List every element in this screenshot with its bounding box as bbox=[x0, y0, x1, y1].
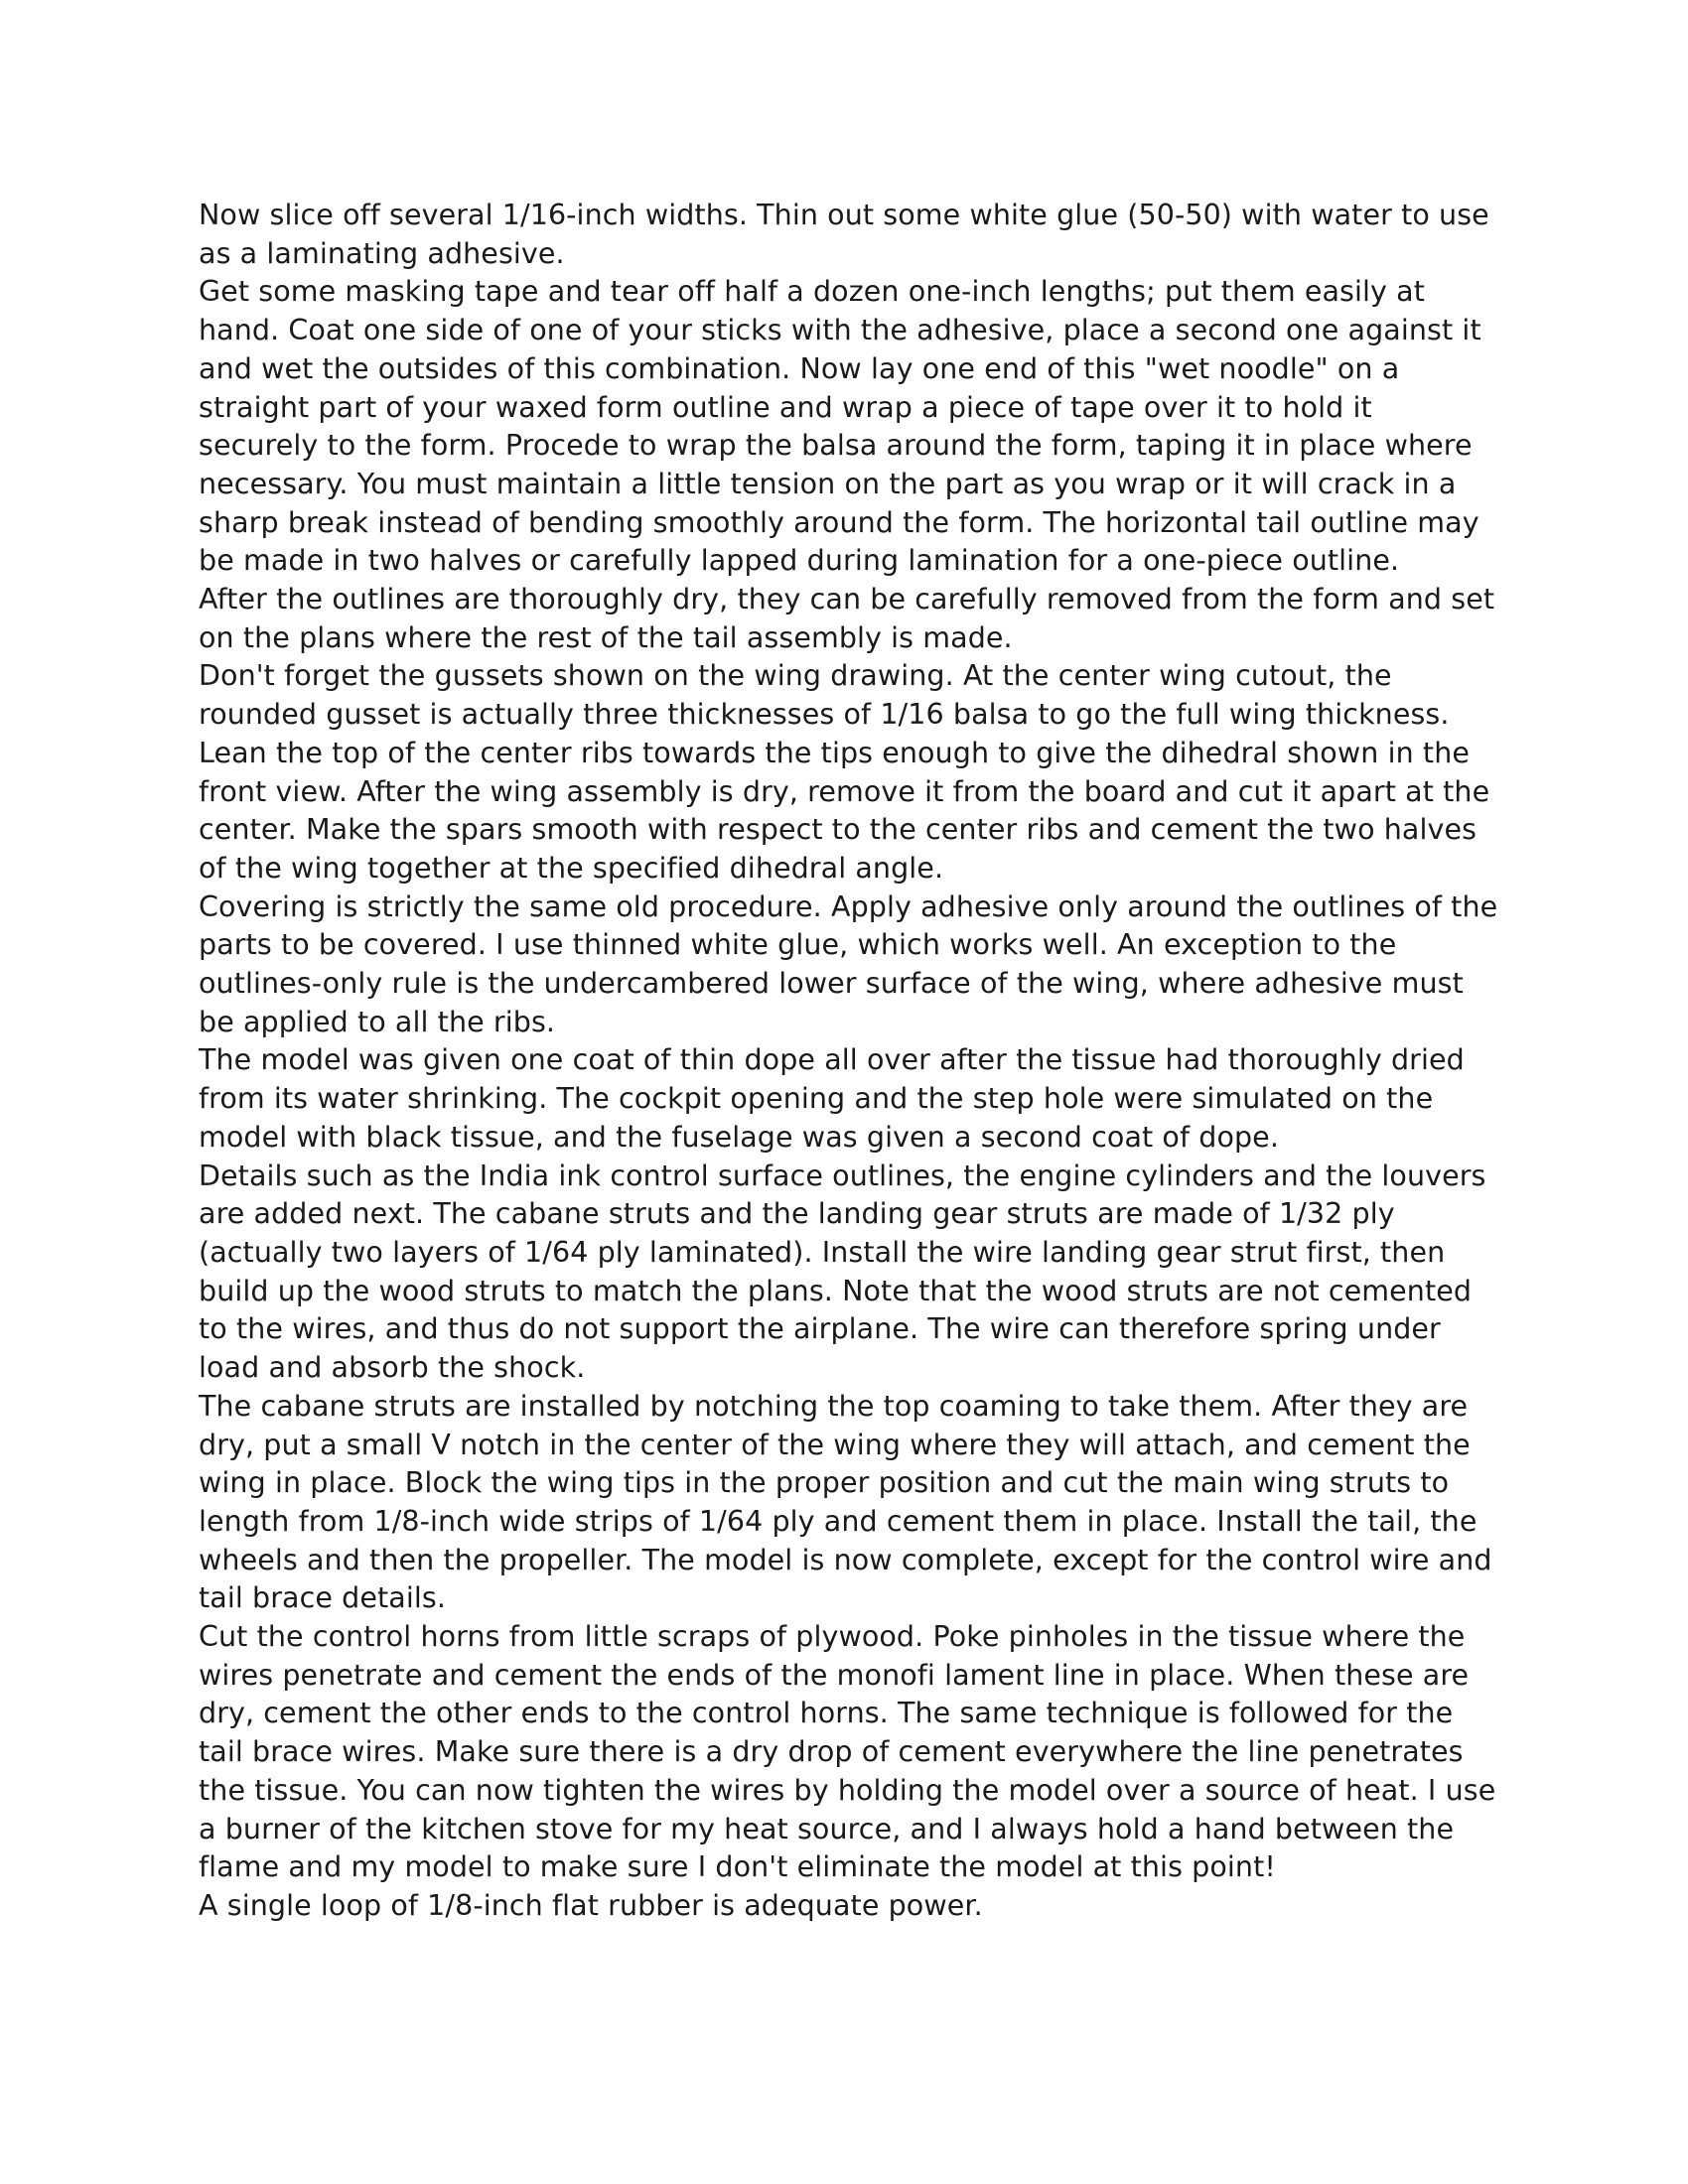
paragraph-details: Details such as the India ink control surface outlines, the engine cylinders and the louvers are added next. The cabane struts and the landing gear struts are made of 1/32 ply (actually two layers of 1/64 ply laminated). Install the wire landing gear strut first, then build up the wood struts to match the plans. Note that the wood struts are not cemented to the wires, and thus do not support the airplane. The wire can therefore spring under load and absorb the shock. bbox=[199, 1159, 1486, 1385]
paragraph-slice-widths: Now slice off several 1/16-inch widths. Thin out some white glue (50-50) with water to use as a laminating adhesive. bbox=[199, 199, 1489, 270]
paragraph-gussets: Don't forget the gussets shown on the wing drawing. At the center wing cutout, the rounded gusset is actually three thicknesses of 1/16 balsa to go the full wing thickness. Lean the top of the center ribs towards the tips enough to give the dihedral shown in the front view. After the wing assembly is dry, remove it from the board and cut it apart at the center. Make the spars smooth with respect to the center ribs and cement the two halves of the wing together at the specified dihedral angle. bbox=[199, 659, 1490, 885]
body-text bbox=[199, 197, 1499, 1926]
paragraph-dope: The model was given one coat of thin dope all over after the tissue had thoroughly dried from its water shrinking. The cockpit opening and the step hole were simulated on the model with black tissue, and the fuselage was given a second coat of dope. bbox=[199, 1043, 1465, 1154]
paragraph-cabane-struts: The cabane struts are installed by notching the top coaming to take them. After they are dry, put a small V notch in the center of the wing where they will attach, and cement the wing in place. Block the wing tips in the proper position and cut the main wing struts to length from 1/8-inch wide strips of 1/64 ply and cement them in place. Install the tail, the wheels and then the propeller. The model is now complete, except for the control wire and tail brace details. bbox=[199, 1389, 1492, 1615]
paragraph-control-horns: Cut the control horns from little scraps of plywood. Poke pinholes in the tissue where the wires penetrate and cement the ends of the monofi lament line in place. When these are dry, cement the other ends to the control horns. The same technique is followed for the tail brace wires. Make sure there is a dry drop of cement everywhere the line penetrates the tissue. You can now tighten the wires by holding the model over a source of heat. I use a burner of the kitchen stove for my heat source, and I always hold a hand between the flame and my model to make sure I don't eliminate the model at this point! bbox=[199, 1620, 1496, 1884]
paragraph-outlines-dry: After the outlines are thoroughly dry, they can be carefully removed from the form and set on the plans where the rest of the tail assembly is made. bbox=[199, 583, 1495, 654]
paragraph-masking-tape: Get some masking tape and tear off half a dozen one-inch lengths; put them easily at hand. Coat one side of one of your sticks with the adhesive, place a second one against it and wet the outsides of this combination. Now lay one end of this "wet noodle" on a straight part of your waxed form outline and wrap a piece of tape over it to hold it securely to the form. Procede to wrap the balsa around the form, taping it in place where necessary. You must maintain a little tension on the part as you wrap or it will crack in a sharp break instead of bending smoothly around the form. The horizontal tail outline may be made in two halves or carefully lapped during lamination for a one-piece outline. bbox=[199, 275, 1481, 578]
paragraph-rubber-power: A single loop of 1/8-inch flat rubber is adequate power. bbox=[199, 1888, 983, 1922]
paragraph-covering: Covering is strictly the same old procedure. Apply adhesive only around the outlines of the parts to be covered. I use thinned white glue, which works well. An exception to the outlines-only rule is the undercambered lower surface of the wing, where adhesive must be applied to all the ribs. bbox=[199, 889, 1498, 1038]
